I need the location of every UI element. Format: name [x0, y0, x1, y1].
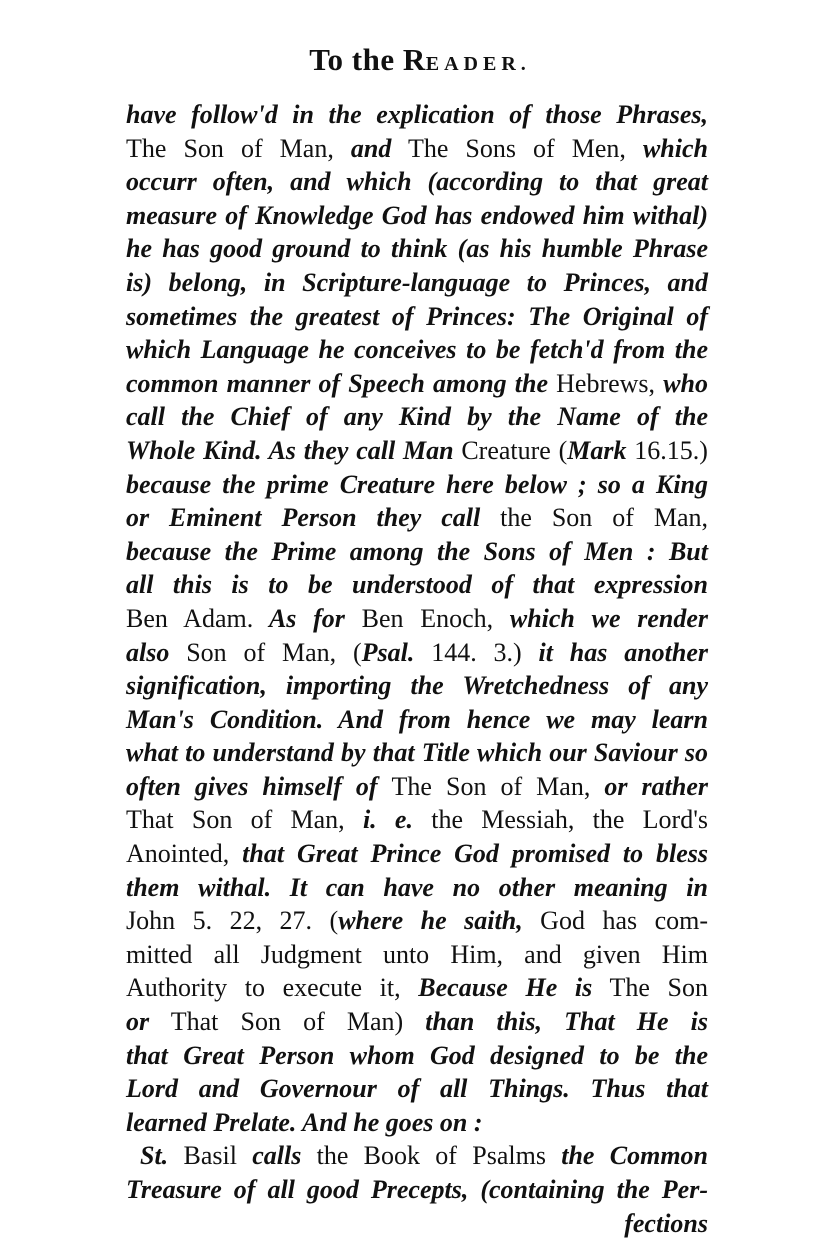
- text-segment: the Book of Psalms: [301, 1141, 562, 1171]
- text-line: [126, 132, 708, 166]
- text-line: [126, 669, 708, 703]
- text-segment: call the Chief of any Kind by the Name of the: [126, 402, 708, 432]
- text-segment: learned Prelate. And he goes on :: [126, 1107, 483, 1137]
- text-segment: John 5. 22, 27. (: [126, 906, 339, 936]
- text-line: [126, 602, 708, 636]
- text-line: [126, 636, 708, 670]
- text-line: [126, 468, 708, 502]
- text-line: [126, 199, 708, 233]
- text-segment: Psal.: [361, 637, 415, 667]
- text-segment: which: [642, 133, 708, 163]
- text-segment: than this, That He is: [425, 1007, 708, 1037]
- text-segment: 16.15.): [626, 435, 708, 465]
- text-line: [126, 535, 708, 569]
- text-segment: mitted all Judgment unto Him, and given Him: [126, 939, 708, 969]
- text-line: [126, 871, 708, 905]
- text-segment: Whole Kind. As they call Man: [126, 435, 462, 465]
- text-line: [126, 837, 708, 871]
- text-segment: occurr often, and which (according to that great: [126, 167, 708, 197]
- text-segment: that Great Prince God promised to bless: [242, 839, 708, 869]
- text-segment: The Son: [592, 973, 708, 1003]
- text-segment: The Son of Man,: [391, 771, 591, 801]
- text-segment: or rather: [590, 771, 709, 801]
- text-segment: Mark: [567, 435, 627, 465]
- running-head-to-the: To the: [309, 42, 403, 77]
- text-segment: Lord and Governour of all Things. Thus that: [126, 1074, 708, 1104]
- text-segment: Ben Adam.: [126, 603, 254, 633]
- text-line: [126, 165, 708, 199]
- text-segment: the Common: [561, 1141, 708, 1171]
- text-line: [126, 770, 708, 804]
- text-segment: because the Prime among the Sons of Men : But: [126, 536, 708, 566]
- text-segment: Hebrews,: [556, 368, 656, 398]
- body-text: [126, 98, 708, 1240]
- text-segment: he has good ground to think (as his humble Phrase: [126, 234, 708, 264]
- text-segment: that Great Person whom God designed to be the: [126, 1040, 708, 1070]
- text-segment: 144. 3.): [414, 637, 539, 667]
- text-segment: fections: [624, 1208, 708, 1238]
- text-line: [126, 300, 708, 334]
- running-head: [0, 42, 840, 78]
- text-segment: have follow'd in the explication of those Phrases,: [126, 100, 708, 129]
- text-line: [126, 1207, 708, 1240]
- text-line: [126, 938, 708, 972]
- text-line: [126, 1139, 708, 1173]
- text-segment: That Son of Man): [149, 1007, 426, 1037]
- text-segment: The Sons of Men,: [391, 133, 643, 163]
- text-segment: and: [350, 133, 392, 163]
- text-segment: which Language he conceives to be fetch'd from the: [126, 335, 708, 365]
- text-segment: is) belong, in Scripture-language to Princes, and: [126, 267, 708, 297]
- text-segment: Basil: [168, 1141, 253, 1171]
- text-segment: the Son of Man,: [500, 503, 708, 533]
- text-segment: God has com-: [522, 906, 709, 936]
- text-segment: the Messiah, the Lord's: [412, 805, 709, 835]
- text-line: [126, 971, 708, 1005]
- text-segment: Authority to execute it,: [126, 973, 419, 1003]
- text-segment: where he saith,: [338, 906, 523, 936]
- text-segment: The Son of Man,: [126, 133, 351, 163]
- text-segment: it has another: [538, 637, 709, 667]
- running-head-reader-rest: EADER.: [425, 53, 531, 75]
- text-line: [126, 400, 708, 434]
- text-segment: signification, importing the Wretchedness of any: [126, 671, 708, 701]
- text-line: [126, 98, 708, 132]
- text-segment: also: [126, 637, 187, 667]
- text-line: [126, 1039, 708, 1073]
- text-line: [126, 367, 708, 401]
- text-line: [126, 434, 708, 468]
- text-segment: calls: [252, 1141, 302, 1171]
- text-segment: St.: [140, 1141, 169, 1171]
- text-line: [126, 803, 708, 837]
- text-line: [126, 333, 708, 367]
- text-segment: because the prime Creature here below ; so a King: [126, 469, 708, 499]
- text-segment: measure of Knowledge God has endowed him withal): [126, 200, 708, 230]
- text-segment: As for: [253, 603, 362, 633]
- text-line: [126, 501, 708, 535]
- text-line: [126, 1173, 708, 1207]
- text-segment: them withal. It can have no other meaning in: [126, 872, 708, 902]
- text-segment: who: [655, 368, 708, 398]
- text-line: [126, 1106, 708, 1140]
- text-segment: Man's Condition. And from hence we may learn: [126, 704, 708, 734]
- text-segment: i. e.: [362, 805, 413, 835]
- text-line: [126, 232, 708, 266]
- text-line: [126, 1005, 708, 1039]
- text-segment: or: [126, 1007, 150, 1037]
- text-segment: what to understand by that Title which our Saviour so: [126, 738, 708, 768]
- text-segment: which we render: [493, 603, 708, 633]
- text-line: [126, 266, 708, 300]
- running-head-reader-initial: R: [402, 42, 426, 77]
- text-segment: sometimes the greatest of Princes: The Original of: [126, 301, 708, 331]
- text-line: [126, 703, 708, 737]
- text-segment: Creature (: [461, 435, 568, 465]
- text-segment: Treasure of all good Precepts, (containing the Per-: [126, 1175, 708, 1204]
- text-line: [126, 736, 708, 770]
- text-segment: all this is to be understood of that expression: [126, 570, 708, 600]
- text-segment: often gives himself of: [126, 771, 392, 801]
- text-segment: Anointed,: [126, 839, 243, 869]
- text-segment: That Son of Man,: [126, 805, 363, 835]
- text-segment: Because He is: [418, 973, 593, 1003]
- text-segment: Ben Enoch,: [361, 603, 494, 633]
- text-line: [126, 1072, 708, 1106]
- text-segment: common manner of Speech among the: [126, 368, 557, 398]
- text-line: [126, 568, 708, 602]
- text-segment: or Eminent Person they call: [126, 503, 501, 533]
- text-line: [126, 904, 708, 938]
- text-segment: Son of Man, (: [186, 637, 362, 667]
